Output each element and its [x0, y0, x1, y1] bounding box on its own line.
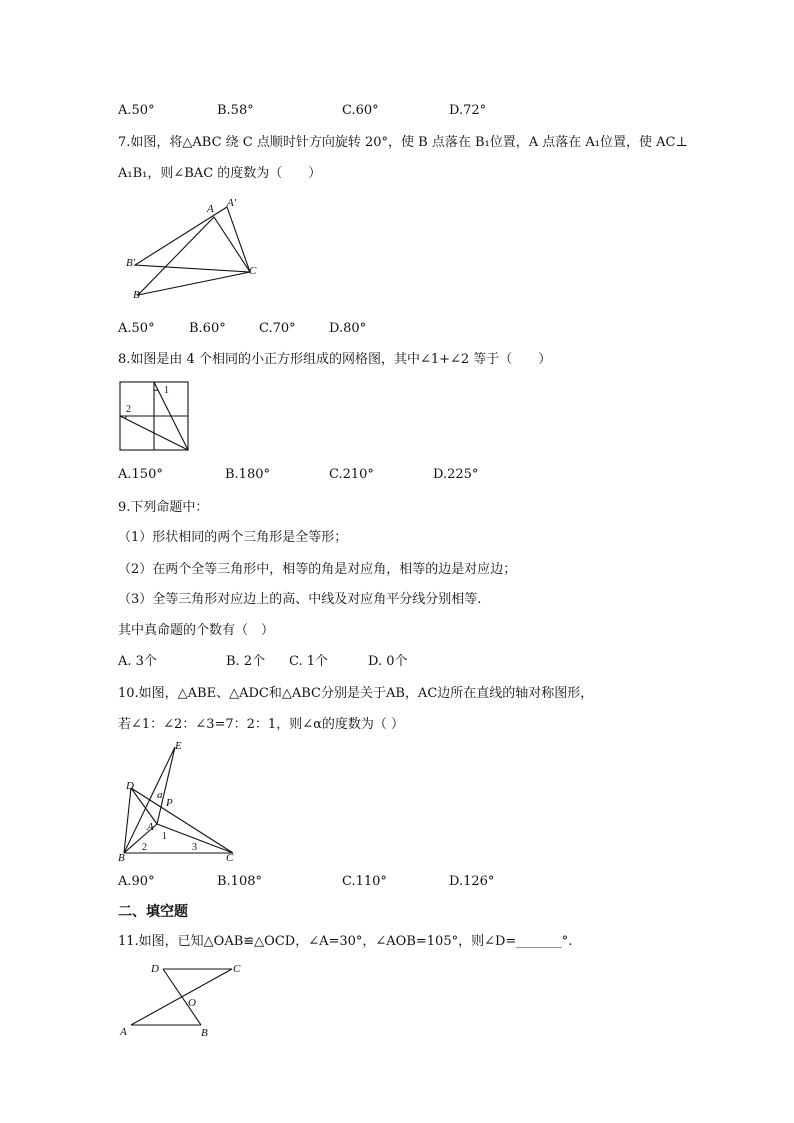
q9-option-a: A. 3个 — [118, 654, 157, 669]
q10-label-b: B — [118, 852, 125, 864]
q7-label-a: A — [207, 203, 214, 215]
q7-option-d: D.80° — [329, 321, 367, 336]
q10-label-angle-3: 3 — [192, 842, 197, 853]
q7-stem-line1: 7.如图，将△ABC 绕 C 点顺时针方向旋转 20°，使 B 点落在 B₁位置，A 点落在 A₁位置，使 AC⊥ — [118, 135, 688, 150]
q6-option-a: A.50° — [118, 103, 155, 118]
q9-question: 其中真命题的个数有（ ） — [118, 623, 275, 638]
q9-option-d: D. 0个 — [368, 654, 408, 669]
q7-stem-line2: A₁B₁，则∠BAC 的度数为（ ） — [118, 166, 322, 181]
q10-label-angle-2: 2 — [142, 842, 147, 853]
q10-option-c: C.110° — [342, 874, 387, 889]
q6-option-b: B.58° — [217, 103, 254, 118]
q9-item-3: （3）全等三角形对应边上的高、中线及对应角平分线分别相等. — [118, 592, 482, 607]
q8-stem: 8.如图是由 4 个相同的小正方形组成的网格图，其中∠1+∠2 等于（ ） — [118, 352, 552, 367]
q9-option-b: B. 2个 — [226, 654, 266, 669]
q9-item-1: （1）形状相同的两个三角形是全等形； — [118, 530, 348, 545]
section-2-title: 二、填空题 — [118, 904, 188, 920]
q10-option-b: B.108° — [217, 874, 262, 889]
q9-stem: 9.下列命题中： — [118, 500, 209, 515]
q11-segment-ca — [131, 969, 232, 1025]
q7-triangle-abc — [138, 217, 250, 295]
q11-label-c: C — [233, 963, 241, 975]
q7-label-c: C — [249, 265, 257, 277]
q11-label-o: O — [188, 997, 196, 1009]
q10-label-p: P — [166, 797, 173, 809]
q6-option-d: D.72° — [449, 103, 487, 118]
q7-option-c: C.70° — [259, 321, 296, 336]
q11-figure — [118, 958, 248, 1038]
q11-stem: 11.如图，已知△OAB≌△OCD，∠A=30°，∠AOB=105°，则∠D=_______°. — [118, 934, 573, 949]
q7-figure — [118, 195, 278, 305]
q7-label-b: B — [133, 289, 140, 301]
q11-label-b: B — [201, 1027, 208, 1038]
q8-option-d: D.225° — [433, 467, 479, 482]
q8-angle-2-label: 2 — [126, 404, 131, 415]
q8-option-a: A.150° — [118, 467, 163, 482]
q7-option-a: A.50° — [118, 321, 155, 336]
q10-label-e: E — [175, 740, 182, 752]
q6-option-c: C.60° — [342, 103, 379, 118]
q7-label-a-prime: A' — [227, 197, 237, 209]
q10-stem-line1: 10.如图，△ABE、△ADC和△ABC分别是关于AB，AC边所在直线的轴对称图形， — [118, 686, 594, 701]
q7-label-b-prime: B' — [126, 257, 136, 269]
q7-option-b: B.60° — [189, 321, 226, 336]
q10-label-alpha: a — [157, 789, 163, 801]
q11-label-a: A — [120, 1026, 127, 1038]
q8-option-b: B.180° — [225, 467, 270, 482]
q10-figure — [118, 740, 248, 865]
q8-angle-1-label: 1 — [164, 385, 169, 396]
q9-option-c: C. 1个 — [289, 654, 329, 669]
q10-option-a: A.90° — [118, 874, 155, 889]
q11-label-d: D — [151, 963, 159, 975]
q10-segment-db — [124, 788, 131, 853]
q10-label-angle-1: 1 — [162, 831, 167, 842]
q9-item-2: （2）在两个全等三角形中，相等的角是对应角，相等的边是对应边； — [118, 562, 517, 577]
q10-label-d: D — [126, 780, 134, 792]
q8-grid-figure — [118, 380, 192, 454]
q10-segment-ea — [157, 747, 175, 824]
q10-label-a: A — [147, 821, 154, 833]
q10-stem-line2: 若∠1：∠2：∠3=7：2：1，则∠α的度数为（ ） — [118, 717, 405, 732]
q10-option-d: D.126° — [449, 874, 495, 889]
q10-label-c: C — [226, 852, 234, 864]
q8-option-c: C.210° — [329, 467, 374, 482]
